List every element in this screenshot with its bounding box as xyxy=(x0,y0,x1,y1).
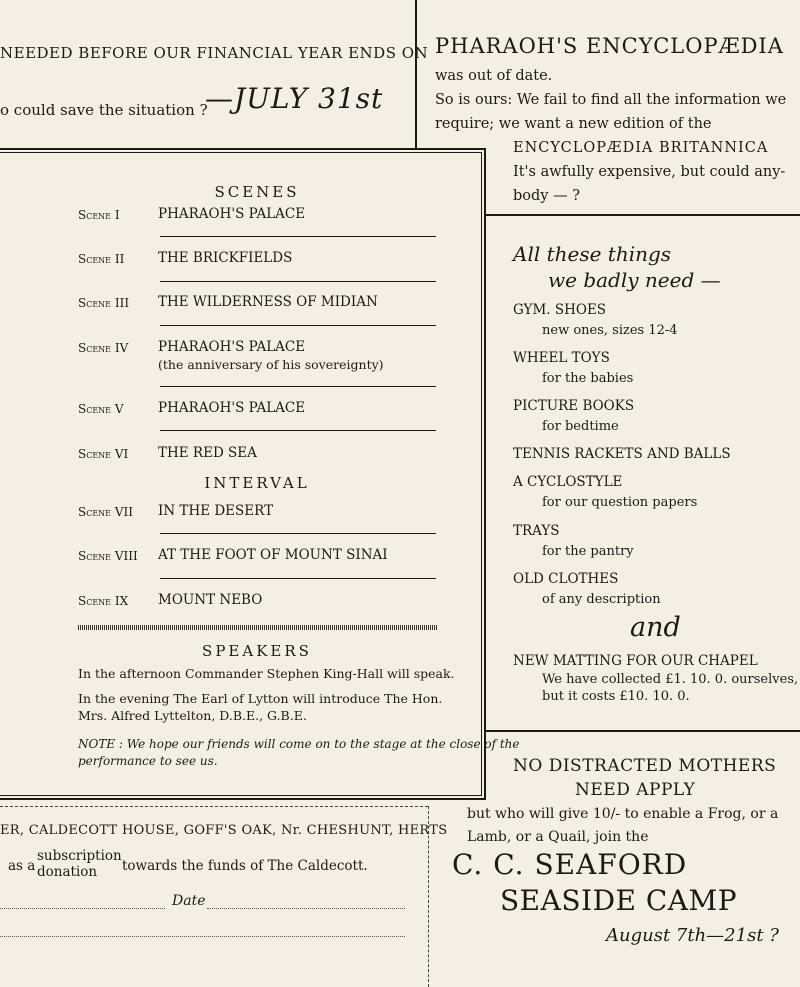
form-date-label: Date xyxy=(172,893,206,909)
scene-name: PHARAOH'S PALACE xyxy=(158,206,306,222)
form-address: ER, CALDECOTT HOUSE, GOFF'S OAK, Nr. CHESHUNT, HERTS xyxy=(0,823,448,838)
speakers-afternoon: In the afternoon Commander Stephen King-Hall will speak. xyxy=(78,666,455,681)
scene-rule xyxy=(160,325,436,326)
need-item-sub: new ones, sizes 12-4 xyxy=(542,323,678,338)
scene-number: Scene IX xyxy=(78,594,129,608)
matting-need: NEW MATTING FOR OUR CHAPEL xyxy=(513,653,758,669)
need-item: A CYCLOSTYLE xyxy=(513,474,623,490)
form-date-field[interactable] xyxy=(207,908,405,909)
need-item: PICTURE BOOKS xyxy=(513,398,635,414)
scene-name: PHARAOH'S PALACE xyxy=(158,339,306,355)
speakers-note-cont: performance to see us. xyxy=(78,754,218,768)
needs-heading: All these things xyxy=(513,242,672,266)
camp-body: but who will give 10/- to enable a Frog, or a xyxy=(467,806,779,822)
camp-heading-cont: NEED APPLY xyxy=(575,780,696,800)
scene-name: MOUNT NEBO xyxy=(158,592,263,608)
need-item-sub: for our question papers xyxy=(542,495,698,510)
form-as-a: as a xyxy=(8,858,36,874)
scene-rule xyxy=(160,281,436,282)
need-item-sub: for the babies xyxy=(542,371,634,386)
speakers-heading: SPEAKERS xyxy=(202,642,312,660)
scene-rule xyxy=(160,430,436,431)
scene-rule xyxy=(160,578,436,579)
encyclopaedia-line: require; we want a new edition of the xyxy=(435,116,712,132)
scene-name: AT THE FOOT OF MOUNT SINAI xyxy=(158,547,388,563)
scene-name: THE BRICKFIELDS xyxy=(158,250,293,266)
need-item: GYM. SHOES xyxy=(513,302,607,318)
encyclopaedia-line: It's awfully expensive, but could any- xyxy=(513,164,786,180)
save-situation-text: o could save the situation ? xyxy=(0,101,208,119)
perforation-line xyxy=(0,806,428,807)
horizontal-rule-right-mid xyxy=(486,730,800,732)
scene-name: IN THE DESERT xyxy=(158,503,274,519)
scene-number: Scene VII xyxy=(78,505,133,519)
scenes-heading: SCENES xyxy=(214,183,300,201)
scene-name: PHARAOH'S PALACE xyxy=(158,400,306,416)
scene-rule xyxy=(160,386,436,387)
camp-title: C. C. SEAFORD xyxy=(452,848,688,881)
form-option-subscription[interactable]: subscription xyxy=(37,848,122,864)
vertical-rule-top xyxy=(415,0,417,148)
funding-deadline-text: NEEDED BEFORE OUR FINANCIAL YEAR ENDS ON xyxy=(0,44,429,62)
camp-title-cont: SEASIDE CAMP xyxy=(500,884,738,917)
camp-dates: August 7th—21st ? xyxy=(606,925,779,946)
encyclopaedia-title: PHARAOH'S ENCYCLOPÆDIA xyxy=(435,34,784,58)
scene-number: Scene IV xyxy=(78,341,129,355)
scene-name: THE WILDERNESS OF MIDIAN xyxy=(158,294,378,310)
camp-heading: NO DISTRACTED MOTHERS xyxy=(513,756,777,776)
scene-note: (the anniversary of his sovereignty) xyxy=(158,357,384,372)
need-item-sub: for the pantry xyxy=(542,544,634,559)
need-item-sub: of any description xyxy=(542,592,661,607)
need-item-sub: for bedtime xyxy=(542,419,619,434)
encyclopaedia-line: was out of date. xyxy=(435,68,553,84)
camp-body-cont: Lamb, or a Quail, join the xyxy=(467,829,649,845)
encyclopaedia-line: So is ours: We fail to find all the information we xyxy=(435,92,787,108)
need-item: TENNIS RACKETS AND BALLS xyxy=(513,446,731,462)
form-signature-field[interactable] xyxy=(0,936,405,937)
speakers-evening-cont: Mrs. Alfred Lyttelton, D.B.E., G.B.E. xyxy=(78,708,307,723)
encyclopaedia-line: body — ? xyxy=(513,188,580,204)
form-name-field[interactable] xyxy=(0,908,165,909)
encyclopaedia-line: ENCYCLOPÆDIA BRITANNICA xyxy=(513,140,769,156)
scene-number: Scene V xyxy=(78,402,124,416)
deadline-date: —JULY 31st xyxy=(205,82,384,115)
speakers-evening: In the evening The Earl of Lytton will introduce The Hon. xyxy=(78,691,443,706)
matting-collected: We have collected £1. 10. 0. ourselves, xyxy=(542,672,799,687)
need-item: WHEEL TOYS xyxy=(513,350,610,366)
speakers-note: NOTE : We hope our friends will come on to the stage at the close of the xyxy=(78,737,520,751)
and-text: and xyxy=(630,612,681,643)
scene-number: Scene I xyxy=(78,208,120,222)
form-towards: towards the funds of The Caldecott. xyxy=(122,858,368,874)
matting-cost: but it costs £10. 10. 0. xyxy=(542,689,690,704)
needs-heading-cont: we badly need — xyxy=(548,268,721,292)
form-option-donation[interactable]: donation xyxy=(37,864,98,880)
scene-number: Scene III xyxy=(78,296,130,310)
scene-number: Scene VI xyxy=(78,447,129,461)
need-item: TRAYS xyxy=(513,523,560,539)
hatched-divider xyxy=(78,625,438,630)
need-item: OLD CLOTHES xyxy=(513,571,619,587)
horizontal-rule-right-top xyxy=(486,214,800,216)
scene-rule xyxy=(160,533,436,534)
scene-name: THE RED SEA xyxy=(158,445,257,461)
scene-rule xyxy=(160,236,436,237)
scene-number: Scene VIII xyxy=(78,549,138,563)
interval-heading: INTERVAL xyxy=(204,474,310,492)
scene-number: Scene II xyxy=(78,252,125,266)
